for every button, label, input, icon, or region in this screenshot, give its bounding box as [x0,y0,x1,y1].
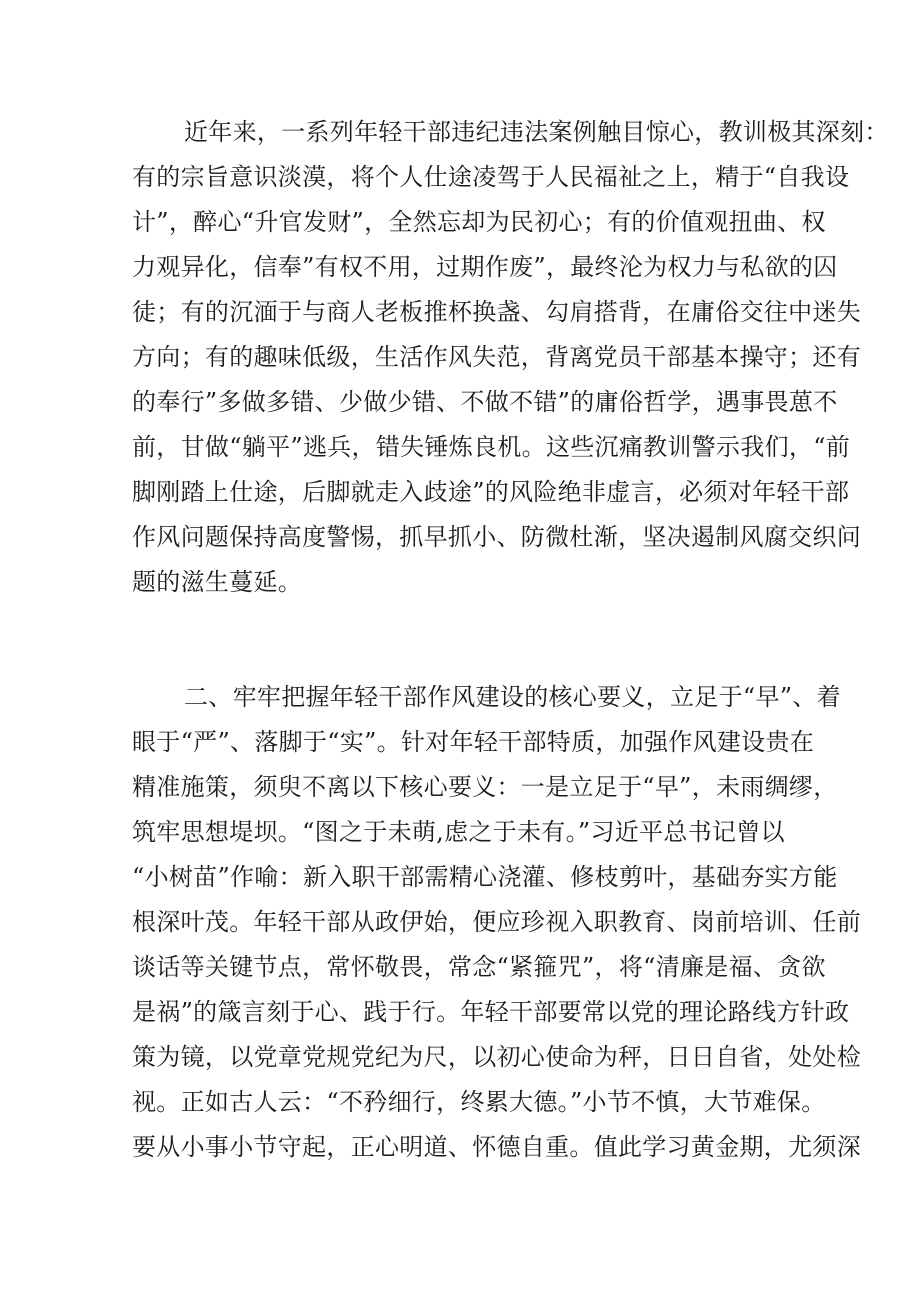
text-line: 作风问题保持高度警惕，抓早抓小、防微杜渐，坚决遏制风腐交织问 [132,523,861,551]
paragraph-section-two [132,675,861,1170]
text-line: 有的宗旨意识淡漠，将个人仕途凌驾于人民福祉之上，精于“自我设 [132,163,850,191]
text-line: 力观异化，信奉”有权不用，过期作废”，最终沦为权力与私欲的囚 [132,253,838,281]
text-line: 谈话等关键节点，常怀敬畏，常念“紧箍咒”，将“清廉是福、贪欲 [132,953,826,981]
section-heading-line: 二、牢牢把握年轻干部作风建设的核心要义，立足于“早”、着 [184,683,841,711]
text-line: 计”，醉心“升官发财”，全然忘却为民初心；有的价值观扭曲、权 [132,208,826,236]
text-line: 徒；有的沉湎于与商人老板推杯换盏、勾肩搭背，在庸俗交往中迷失 [132,298,861,326]
text-line: 是祸”的箴言刻于心、践于行。年轻干部要常以党的理论路线方针政 [132,998,850,1026]
text-line: 根深叶茂。年轻干部从政伊始，便应珍视入职教育、岗前培训、任前 [132,908,861,936]
text-line: 近年来，一系列年轻干部违纪违法案例触目惊心，教训极其深刻： [184,118,889,146]
text-line: 视。正如古人云：“不矜细行，终累大德。”小节不慎，大节难保。 [132,1088,826,1116]
text-line: 筑牢思想堤坝。“图之于未萌,虑之于未有。”习近平总书记曾以 [132,818,785,846]
text-line: “小树苗”作喻：新入职干部需精心浇灌、修枝剪叶，基础夯实方能 [132,863,838,891]
text-line: 前，甘做“躺平”逃兵，错失锤炼良机。这些沉痛教训警示我们，“前 [132,433,851,461]
text-line: 方向；有的趣味低级，生活作风失范，背离党员干部基本操守；还有 [132,343,861,371]
text-line: 眼于“严”、落脚于“实”。针对年轻干部特质，加强作风建设贵在 [132,728,815,756]
text-line: 要从小事小节守起，正心明道、怀德自重。值此学习黄金期，尤须深 [132,1133,861,1161]
text-line: 策为镜，以党章党规党纪为尺，以初心使命为秤，日日自省，处处检 [132,1043,861,1071]
paragraph-cases-warning [132,110,889,605]
text-line: 题的滋生蔓延。 [132,568,303,596]
text-line: 脚刚踏上仕途，后脚就走入歧途”的风险绝非虚言，必须对年轻干部 [132,478,850,506]
text-line: 的奉行”多做多错、少做少错、不做不错”的庸俗哲学，遇事畏葸不 [132,388,838,416]
text-line: 精准施策，须臾不离以下核心要义：一是立足于“早”，未雨绸缪， [132,773,838,801]
